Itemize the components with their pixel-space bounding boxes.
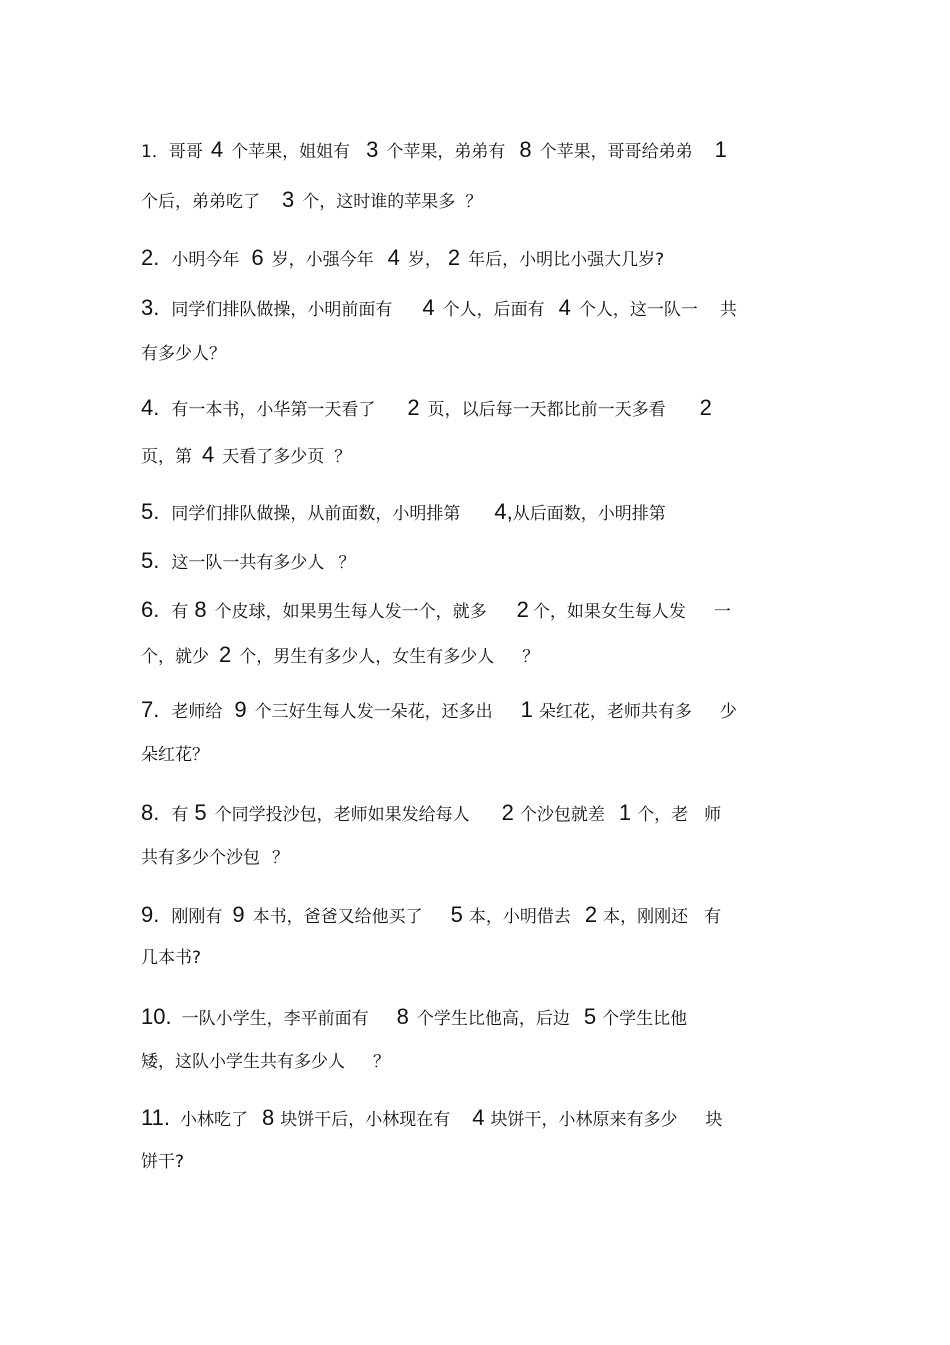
text: 个沙包就差 [519,805,605,825]
problem-9-line-2 [141,943,821,973]
number: 8 [261,1105,275,1130]
problem-5-line-1 [141,497,821,527]
text: ？ [338,553,356,573]
number: 4 [387,245,400,270]
number: 4 [558,295,571,320]
text: 本，小明借去 [468,907,571,927]
text: 个，就少 [141,647,209,667]
text: 朵红花？ [141,745,209,765]
text: 小林吃了 [179,1110,248,1130]
text: 少 [719,702,737,722]
text: ？ [272,848,289,868]
problem-5-line-2 [141,546,821,576]
text: 本，刚刚还 [603,907,689,927]
problem-2-line-1 [141,243,821,273]
number: 4 [210,137,224,162]
text: 页，第 [141,447,192,467]
text: ？ [334,447,352,467]
problem-11-line-1 [141,1103,821,1133]
number: 3 [366,137,379,162]
number: 2 [501,800,514,825]
text: 块饼干，小林原来有多少 [490,1110,678,1130]
text: 从后面数，小明排第 [512,504,666,524]
problem-10-line-1 [141,1002,821,1032]
number: 4, [494,499,513,524]
text: 个人，这一队一 [578,300,698,320]
number: 2 [584,902,598,927]
number: 1 [714,137,727,162]
number: 6 [251,245,264,270]
number: 3 [282,187,295,212]
problem-number: 4. [141,395,160,420]
text: 个苹果，姐姐有 [231,142,351,162]
number: 1 [520,697,533,722]
number: 4 [472,1105,485,1130]
problem-9-line-1 [141,900,821,930]
text: 几本书? [141,948,202,968]
text: 个，如果女生每人发 [532,602,686,622]
text: 共有多少个沙包 [141,848,260,868]
text: 天看了多少页 [222,447,325,467]
problem-6-line-2 [141,640,821,670]
text: 朵红花，老师共有多 [538,702,692,722]
text: ？ [522,647,540,667]
number: 2 [447,245,461,270]
problem-7-line-1 [141,695,821,725]
problem-number: 8. [141,800,160,825]
number: 8 [396,1004,409,1029]
text: 同学们排队做操，小明前面有 [171,300,393,320]
text: ？ [373,1052,390,1072]
text: 块 [705,1110,723,1130]
number: 9 [234,697,247,722]
problem-1-line-1 [141,135,821,165]
number: 8 [194,597,207,622]
text: ？ [465,192,483,212]
text: 共 [719,300,737,320]
text: 个苹果，弟弟有 [386,142,506,162]
problem-1-line-2 [141,185,821,215]
text: 老师给 [171,702,223,722]
text: 小明今年 [171,250,240,270]
text: 1．哥哥 [141,142,203,162]
problem-number: 6. [141,597,160,622]
number: 9 [232,902,245,927]
problem-3-line-2 [141,339,821,369]
text: 师 [704,805,722,825]
number: 1 [618,800,632,825]
text: 个人，后面有 [442,300,545,320]
text: 同学们排队做操，从前面数，小明排第 [171,504,461,524]
number: 4 [202,442,215,467]
number: 2 [219,642,232,667]
problem-4-line-2 [141,440,821,470]
text: 矮，这队小学生共有多少人 [141,1052,345,1072]
problem-8-line-2 [141,843,821,873]
text: 块饼干后，小林现在有 [280,1110,451,1130]
number: 2 [699,395,712,420]
text: 有 [171,805,189,825]
text: 个后，弟弟吃了 [141,192,260,212]
problem-11-line-2 [141,1147,821,1177]
text: 刚刚有 [171,907,223,927]
text: 页，以后每一天都比前一天多看 [427,400,666,420]
text: 个皮球，如果男生每人发一个，就多 [214,602,487,622]
text: 个苹果，哥哥给弟弟 [539,142,693,162]
number: 5 [194,800,207,825]
problem-number: 11. [141,1105,170,1130]
text: 个三好生每人发一朵花，还多出 [254,702,493,722]
text: 个同学投沙包，老师如果发给每人 [214,805,470,825]
text: 个，这时谁的苹果多 [302,192,456,212]
problem-number: 3. [141,295,160,320]
number: 2 [516,597,529,622]
number: 2 [407,395,420,420]
text: 本书，爸爸又给他买了 [252,907,423,927]
problem-number: 5. [141,499,160,524]
text: 有 [704,907,722,927]
number: 5 [583,1004,597,1029]
problem-number: 2. [141,245,160,270]
text: 有 [171,602,189,622]
number: 4 [422,295,435,320]
text: 岁，小强今年 [271,250,374,270]
problem-number: 7. [141,697,160,722]
number: 8 [519,137,532,162]
problem-number: 10. [141,1004,172,1029]
text: 个学生比他高，后边 [416,1009,570,1029]
text: 个，男生有多少人，女生有多少人 [239,647,495,667]
number: 5 [450,902,463,927]
text: 岁， [407,250,442,270]
text: 个学生比他 [602,1009,688,1029]
text: 年后，小明比小强大几岁? [468,250,665,270]
problem-10-line-2 [141,1047,821,1077]
text: 个，老 [637,805,689,825]
problem-3-line-1 [141,293,821,323]
problem-6-line-1 [141,595,821,625]
text: 饼干? [141,1152,185,1172]
problem-number: 9. [141,902,160,927]
text: 一队小学生，李平前面有 [181,1009,369,1029]
problem-8-line-1 [141,798,821,828]
text: 一 [713,602,731,622]
text: 有多少人？ [141,344,226,364]
text: 有一本书，小华第一天看了 [171,400,376,420]
problem-4-line-1 [141,393,821,423]
problem-number: 5. [141,548,160,573]
problem-7-line-2 [141,740,821,770]
text: 这一队一共有多少人 [171,553,325,573]
